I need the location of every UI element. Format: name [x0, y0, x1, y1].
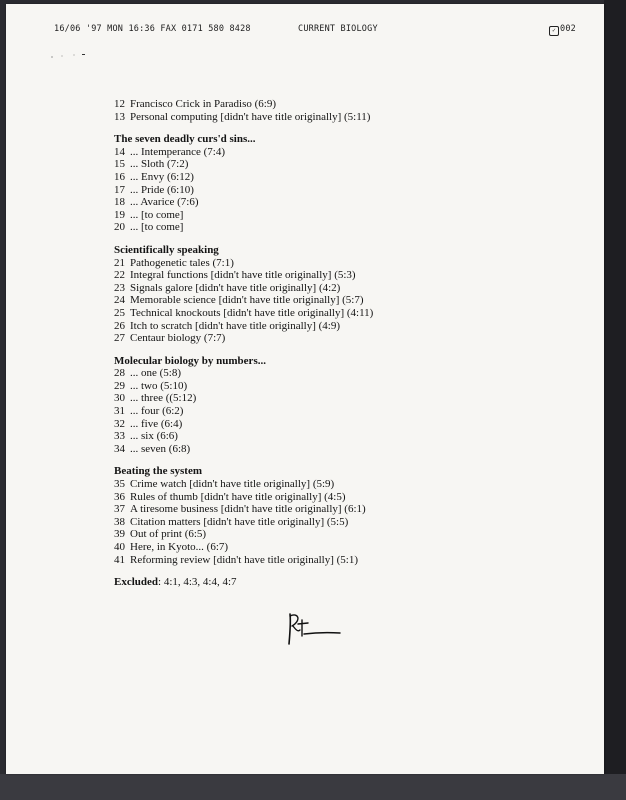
item-title: ... Sloth (7:2)	[130, 158, 189, 171]
list-item	[114, 418, 584, 431]
journal-name: CURRENT BIOLOGY	[298, 24, 378, 34]
handwritten-signature	[284, 608, 348, 652]
item-number: 39	[114, 528, 125, 541]
list-item	[114, 443, 584, 456]
list-item	[114, 269, 584, 282]
item-number: 28	[114, 367, 125, 380]
item-title: ... four (6:2)	[130, 405, 184, 418]
item-number: 31	[114, 405, 125, 418]
list-item	[114, 491, 584, 504]
item-number: 17	[114, 183, 125, 196]
item-title: ... [to come]	[130, 208, 184, 221]
item-title: Memorable science [didn't have title originally] (5:7)	[130, 294, 364, 307]
excluded-label: Excluded	[114, 576, 159, 589]
item-title: Itch to scratch [didn't have title originally] (4:9)	[130, 319, 340, 332]
item-number: 34	[114, 442, 125, 455]
item-number: 27	[114, 332, 125, 345]
fax-page	[6, 4, 604, 774]
item-title: ... Envy (6:12)	[130, 170, 194, 183]
item-title: Crime watch [didn't have title originally] (5:9)	[130, 478, 335, 491]
list-item	[114, 516, 584, 529]
item-number: 36	[114, 490, 125, 503]
item-title: ... Pride (6:10)	[130, 183, 194, 196]
section-heading-scientifically-speaking: Scientifically speaking	[114, 243, 219, 256]
fax-page-icon: ✓	[549, 26, 559, 36]
list-item	[114, 392, 584, 405]
section-items-beating-the-system	[114, 478, 584, 566]
fax-transmission-line: 16/06 '97 MON 16:36 FAX 0171 580 8428	[54, 24, 251, 34]
section-heading-deadly-sins: The seven deadly curs'd sins...	[114, 133, 256, 146]
item-title: ... Avarice (7:6)	[130, 196, 199, 209]
item-title: Here, in Kyoto... (6:7)	[130, 541, 229, 553]
item-title: Technical knockouts [didn't have title originally] (4:11)	[130, 306, 374, 319]
item-title: Integral functions [didn't have title originally] (5:3)	[130, 269, 356, 282]
item-title: ... three ((5:12)	[130, 392, 197, 405]
item-number: 21	[114, 256, 125, 269]
list-item	[114, 98, 584, 111]
list-item	[114, 554, 584, 567]
item-title: A tiresome business [didn't have title originally] (6:1)	[130, 503, 366, 516]
list-item	[114, 541, 584, 554]
item-number: 40	[114, 541, 125, 553]
item-title: Reforming review [didn't have title originally] (5:1)	[130, 553, 359, 566]
item-number: 33	[114, 430, 125, 443]
list-item	[114, 171, 584, 184]
list-item	[114, 478, 584, 491]
item-title: Centaur biology (7:7)	[130, 332, 226, 345]
section-items-deadly-sins	[114, 146, 584, 234]
fax-page-number	[549, 24, 576, 36]
list-item	[114, 294, 584, 307]
list-item	[114, 405, 584, 418]
item-title: ... five (6:4)	[130, 417, 183, 430]
item-title: ... Intemperance (7:4)	[130, 145, 225, 158]
item-number: 23	[114, 281, 125, 294]
item-number: 20	[114, 221, 125, 234]
item-number: 18	[114, 196, 125, 209]
item-title: Pathogenetic tales (7:1)	[130, 256, 234, 269]
item-number: 29	[114, 379, 125, 392]
item-number: 41	[114, 553, 125, 566]
list-item	[114, 503, 584, 516]
item-number: 38	[114, 515, 125, 528]
item-number: 22	[114, 269, 125, 282]
scan-specks	[50, 52, 90, 60]
scanner-background-right	[604, 0, 626, 800]
list-item	[114, 380, 584, 393]
list-item	[114, 307, 584, 320]
list-item	[114, 221, 584, 234]
item-number: 19	[114, 208, 125, 221]
item-title: Rules of thumb [didn't have title originally] (4:5)	[130, 490, 346, 503]
page-number-text: 002	[560, 24, 576, 34]
list-item	[114, 528, 584, 541]
intro-items	[114, 98, 584, 123]
list-item	[114, 158, 584, 171]
item-title: ... [to come]	[130, 221, 184, 234]
excluded-note	[114, 576, 584, 589]
list-item	[114, 282, 584, 295]
item-title: Personal computing [didn't have title originally] (5:11)	[130, 110, 371, 123]
item-number: 14	[114, 145, 125, 158]
item-number: 13	[114, 110, 125, 123]
list-item	[114, 196, 584, 209]
list-item	[114, 257, 584, 270]
list-item	[114, 430, 584, 443]
item-number: 25	[114, 306, 125, 319]
list-item	[114, 146, 584, 159]
item-title: Out of print (6:5)	[130, 528, 207, 541]
section-items-molecular-biology	[114, 367, 584, 455]
list-item	[114, 320, 584, 333]
item-number: 26	[114, 319, 125, 332]
section-items-scientifically-speaking	[114, 257, 584, 345]
item-title: ... two (5:10)	[130, 379, 188, 392]
item-title: ... six (6:6)	[130, 430, 178, 443]
item-title: ... one (5:8)	[130, 367, 182, 380]
section-heading-beating-the-system: Beating the system	[114, 465, 202, 478]
article-list	[114, 98, 584, 589]
item-number: 24	[114, 294, 125, 307]
list-item	[114, 332, 584, 345]
section-heading-molecular-biology: Molecular biology by numbers...	[114, 354, 266, 367]
item-number: 16	[114, 170, 125, 183]
list-item	[114, 184, 584, 197]
scanner-background-bottom	[0, 774, 626, 800]
item-number: 30	[114, 392, 125, 405]
item-number: 35	[114, 478, 125, 491]
list-item	[114, 209, 584, 222]
item-title: Signals galore [didn't have title originally] (4:2)	[130, 281, 341, 294]
item-number: 12	[114, 98, 125, 110]
item-title: Citation matters [didn't have title originally] (5:5)	[130, 515, 349, 528]
item-number: 15	[114, 158, 125, 171]
excluded-values: : 4:1, 4:3, 4:4, 4:7	[158, 576, 237, 589]
list-item	[114, 111, 584, 124]
item-number: 32	[114, 417, 125, 430]
item-title: Francisco Crick in Paradiso (6:9)	[130, 98, 277, 110]
item-title: ... seven (6:8)	[130, 442, 191, 455]
list-item	[114, 367, 584, 380]
item-number: 37	[114, 503, 125, 516]
